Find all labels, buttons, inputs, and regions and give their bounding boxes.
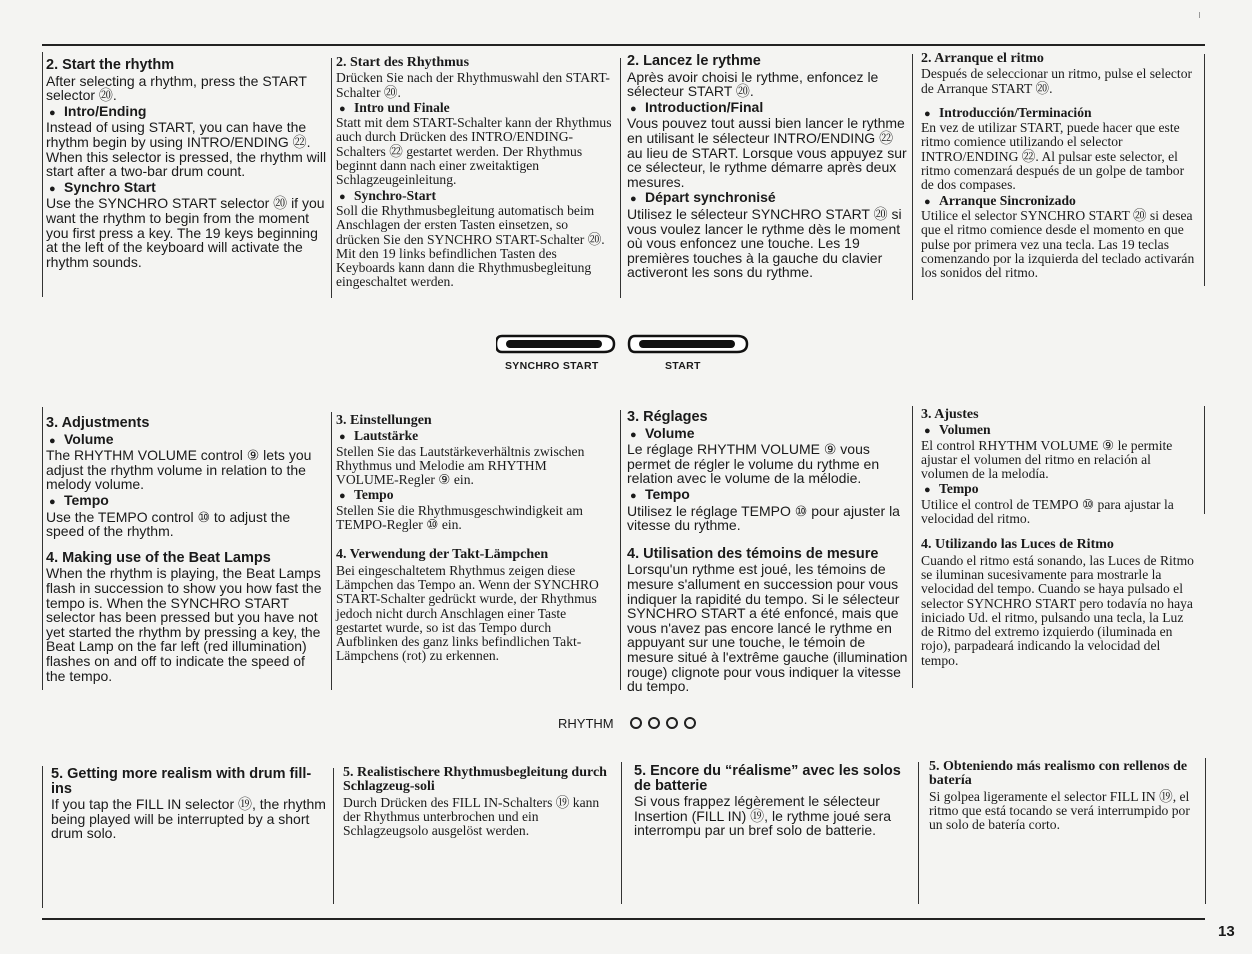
column-divider (42, 407, 43, 690)
beat-lamp-icon (630, 717, 642, 729)
section-title: 3. Réglages (627, 409, 708, 425)
beat-lamps-section (627, 547, 909, 694)
de-adjustments (336, 414, 612, 664)
bullet-heading: ● Volumen (921, 423, 1199, 438)
adjustments-section (627, 410, 909, 533)
bullet-text: Vous pouvez tout aussi bien lancer le rythme en utilisant le sélecteur INTRO/ENDING ㉒ au lieu de START. Lorsque vous appuyez sur ce sélecteur, le rythme démarre après deux mesures. (627, 115, 907, 190)
section-title: 2. Start des Rhythmus (336, 55, 470, 70)
section-title: 2. Start the rhythm (46, 57, 175, 73)
de-start-rhythm (336, 56, 612, 290)
bullet-heading: ● Volume (627, 426, 909, 443)
bullet-text: The RHYTHM VOLUME control ⑨ lets you adjust the rhythm volume in relation to the melody volume. (46, 447, 312, 493)
bottom-rule (42, 918, 1205, 920)
column-divider (42, 52, 43, 297)
selector-buttons-graphic (496, 330, 756, 358)
section-text: Bei eingeschaltetem Rhythmus zeigen diese Lämpchen das Tempo an. Wenn der SYNCHRO START-Schalter gedrückt wurde, der Rhythmus jedoch nicht durch Anschlagen einer Taste gestartet wurde, so ist das Tempo durch Aufblinken des ganz links befindlichen Takt-Lämpchens (rot) zu erkennen. (336, 562, 599, 664)
en-adjustments (46, 416, 328, 683)
beat-lamps (630, 717, 696, 729)
section-intro: After selecting a rhythm, press the START selector ⑳. (46, 72, 307, 104)
de-fill-ins (343, 766, 613, 838)
beat-lamp-icon (684, 717, 696, 729)
bullet-text: Soll die Rhythmusbegleitung automatisch beim Anschlagen der ersten Tasten einsetzen, so drücken Sie den SYNCHRO START-Schalter ⑳. Mit den 19 links befindlichen Tasten des Keyboards kann dann die Rhythmusbegleitung eingeschaltet werden. (336, 202, 605, 290)
column-divider (333, 768, 334, 904)
bullet-text: Use the TEMPO control ⑩ to adjust the speed of the rhythm. (46, 508, 291, 540)
bullet-text: Statt mit dem START-Schalter kann der Rhythmus auch durch Drücken des INTRO/ENDING-Schalters ㉒ gestartet werden. Der Rhythmus beginnt dann nach einer zweitaktigen Schlagzeugeinleitung. (336, 115, 612, 188)
bullet-text: El control RHYTHM VOLUME ⑨ le permite ajustar el volumen del ritmo en relación al volumen de la melodía. (921, 437, 1173, 482)
bullet-text: Instead of using START, you can have the rhythm begin by using INTRO/ENDING ㉒. When this selector is pressed, the rhythm will start after a two-bar drum count. (46, 119, 327, 180)
section-title: 2. Lancez le rythme (627, 53, 761, 69)
column-divider (1205, 758, 1206, 904)
synchro-start-button-icon (496, 336, 614, 352)
column-divider (1204, 406, 1205, 514)
section-title: 2. Arranque el ritmo (921, 51, 1044, 66)
section-text: Si vous frappez légèrement le sélecteur Insertion (FILL IN) ⑲, le rythme joué sera interrompu par un bref solo de batterie. (634, 793, 892, 839)
column-divider (620, 58, 621, 298)
start-caption: START (665, 360, 701, 372)
bullet-heading: ● Intro und Finale (336, 101, 612, 116)
section-title: 4. Utilizando las Luces de Ritmo (921, 537, 1114, 553)
rhythm-lamps-label: RHYTHM (558, 716, 614, 731)
column-divider (620, 410, 621, 690)
start-button-icon (629, 336, 747, 352)
bullet-text: Utilisez le réglage TEMPO ⑩ pour ajuster la vitesse du rythme. (627, 502, 900, 534)
es-adjustments (921, 408, 1199, 668)
en-fill-ins (51, 767, 327, 841)
beat-lamps-section (336, 548, 612, 663)
column-divider (912, 54, 913, 300)
bullet-heading: ● Synchro Start (46, 180, 328, 197)
bullet-heading: ● Tempo (336, 488, 612, 503)
bullet-text: Utilice el selector SYNCHRO START ⑳ si desea que el ritmo comience desde el momento en que pulse por primera vez una tecla. Las 19 teclas comenzando por la izquierda del teclado activarán los sonidos del ritmo. (921, 207, 1195, 281)
adjustments-section (46, 416, 328, 539)
section-title: 4. Utilisation des témoins de mesure (627, 545, 879, 562)
column-divider (331, 58, 332, 298)
section-text: Si golpea ligeramente el selector FILL IN ⑲, el ritmo que está tocando se verá interrumpido por un solo de batería corto. (929, 788, 1190, 833)
bullet-text: Stellen Sie die Rhythmusgeschwindigkeit am TEMPO-Regler ⑩ ein. (336, 502, 583, 533)
column-divider (1204, 54, 1205, 286)
section-text: Lorsqu'un rythme est joué, les témoins de mesure s'allument en succession pour vous indiquer la rapidité du tempo. Si le sélecteur SYNCHRO START a été enfoncé, mais que vous n'avez pas encore lancé le rythme en appuyant sur une touche, le témoin de mesure situé à l'extrême gauche (illumination rouge) clignote pour vous indiquer la vitesse du tempo. (627, 561, 908, 695)
bullet-text: Le réglage RHYTHM VOLUME ⑨ vous permet de régler le volume du rythme en relation avec le volume de la mélodie. (627, 441, 880, 487)
en-start-rhythm (46, 58, 328, 269)
fr-start-rhythm (627, 54, 907, 280)
top-rule (42, 44, 1205, 46)
section-title: 3. Ajustes (921, 407, 979, 422)
section-text: Durch Drücken des FILL IN-Schalters ⑲ kann der Rhythmus unterbrochen und ein Schlagzeugsolo ausgelöst werden. (343, 794, 600, 839)
bullet-heading: ● Tempo (921, 482, 1199, 497)
section-title: 5. Getting more realism with drum fill-ins (51, 766, 312, 797)
beat-lamp-icon (648, 717, 660, 729)
section-intro: Après avoir choisi le rythme, enfoncez le sélecteur START ⑳. (627, 68, 879, 100)
section-title: 5. Obteniendo más realismo con rellenos de batería (929, 759, 1188, 789)
column-divider (621, 762, 622, 904)
section-title: 4. Making use of the Beat Lamps (46, 549, 271, 566)
es-start-rhythm (921, 52, 1199, 280)
bullet-text: Stellen Sie das Lautstärkeverhältnis zwischen Rhythmus und Melodie am RHYTHM VOLUME-Regler ⑨ ein. (336, 443, 585, 488)
section-title: 4. Verwendung der Takt-Lämpchen (336, 547, 549, 563)
beat-lamps-section (46, 551, 328, 683)
es-fill-ins (929, 760, 1199, 832)
section-text: If you tap the FILL IN selector ⑲, the rhythm being played will be interrupted by a short drum solo. (51, 796, 326, 842)
bullet-heading: ● Introducción/Terminación (921, 106, 1199, 121)
bullet-heading: ● Introduction/Final (627, 100, 907, 117)
bullet-text: Utilisez le sélecteur SYNCHRO START ⑳ si vous voulez lancer le rythme dès le moment où vous enfoncez une touche. Les 19 premières touches à la gauche du clavier activeront les sons du rythme. (627, 205, 902, 281)
column-divider (918, 762, 919, 904)
bullet-heading: ● Volume (46, 432, 328, 449)
bullet-heading: ● Tempo (46, 493, 328, 510)
beat-lamps-section (921, 538, 1199, 668)
section-title: 3. Einstellungen (336, 413, 432, 428)
adjustments-section (921, 408, 1199, 526)
column-divider (912, 406, 913, 688)
bullet-text: Use the SYNCHRO START selector ⑳ if you want the rhythm to begin from the moment you first press a key. The 19 keys beginning at the left of the keyboard will activate the rhythm sounds. (46, 195, 325, 270)
section-intro: Drücken Sie nach der Rhythmuswahl den START-Schalter ⑳. (336, 70, 610, 100)
corner-mark (1199, 12, 1200, 18)
section-title: 5. Encore du “réalisme” avec les solos de batterie (634, 763, 901, 794)
fr-adjustments (627, 410, 909, 694)
section-title: 3. Adjustments (46, 415, 150, 431)
synchro-start-caption: SYNCHRO START (505, 360, 599, 372)
beat-lamp-icon (666, 717, 678, 729)
bullet-heading: ● Intro/Ending (46, 104, 328, 121)
adjustments-section (336, 414, 612, 532)
section-intro: Después de seleccionar un ritmo, pulse el selector de Arranque START ⑳. (921, 66, 1193, 96)
section-title: 5. Realistischere Rhythmusbegleitung durch Schlagzeug-soli (343, 765, 607, 795)
bullet-text: En vez de utilizar START, puede hacer que este ritmo comience utilizando el selector INTRO/ENDING ㉒. Al pulsar este selector, el ritmo comenzará después de un golpe de tambor de dos compases. (921, 120, 1185, 193)
page-number: 13 (1218, 923, 1235, 940)
section-text: Cuando el ritmo está sonando, las Luces de Ritmo se iluminan sucesivamente para mostrarle la velocidad del tempo. Cuando se haya pulsado el selector SYNCHRO START pero todavía no haya iniciado Ud. el ritmo, pulsando una tecla, la Luz de Ritmo del extremo izquierdo (iluminada en rojo), parpadeará indicando la velocidad del tempo. (921, 552, 1194, 668)
bullet-heading: ● Lautstärke (336, 429, 612, 444)
bullet-heading: ● Synchro-Start (336, 189, 612, 204)
fr-fill-ins (634, 764, 912, 838)
section-text: When the rhythm is playing, the Beat Lamps flash in succession to show you how fast the tempo is. When the SYNCHRO START selector has been pressed but you have not yet started the rhythm by pressing a key, the Beat Lamp on the far left (red illumination) flashes on and off to indicate the speed of the tempo. (46, 565, 322, 684)
bullet-heading: ● Arranque Sincronizado (921, 194, 1199, 209)
column-divider (42, 766, 43, 908)
column-divider (331, 412, 332, 690)
bullet-heading: ● Départ synchronisé (627, 190, 907, 207)
bullet-heading: ● Tempo (627, 487, 909, 504)
bullet-text: Utilice el control de TEMPO ⑩ para ajustar la velocidad del ritmo. (921, 496, 1174, 527)
